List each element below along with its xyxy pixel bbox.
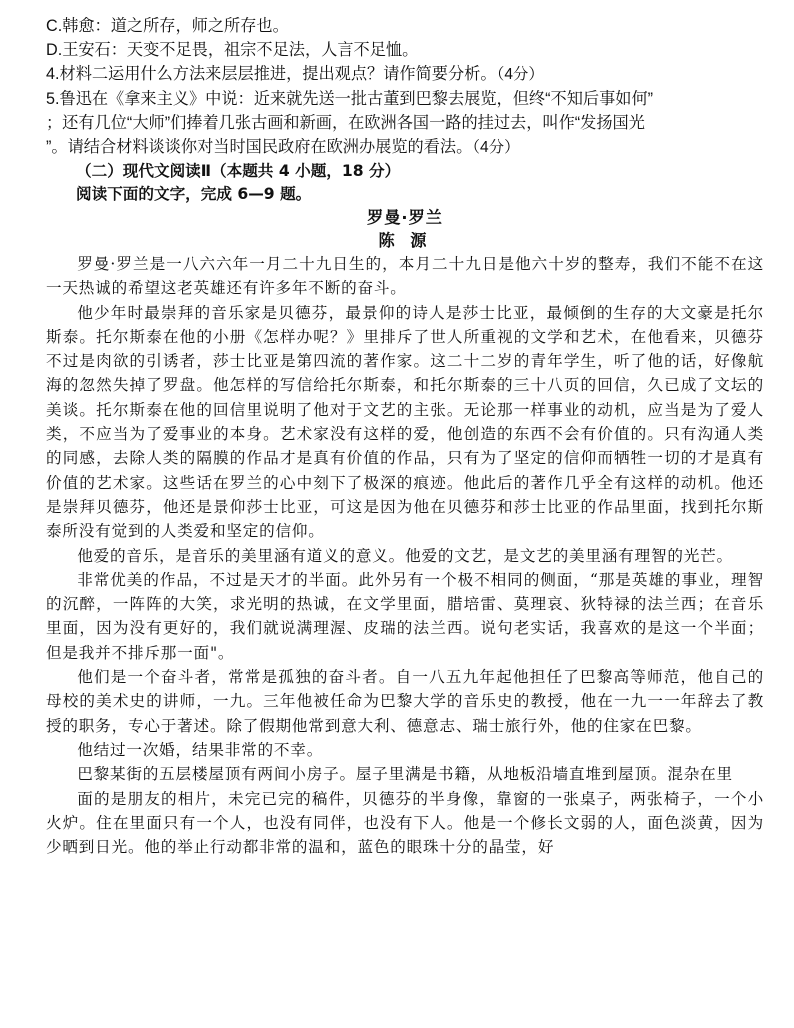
article-paragraph-1: 罗曼·罗兰是一八六六年一月二十九日生的，本月二十九日是他六十岁的整寿，我们不能不在这一天热诚的希望这老英雄还有许多年不断的奋斗。 (46, 255, 764, 298)
article-paragraph-2: 他少年时最崇拜的音乐家是贝德芬，最景仰的诗人是莎士比亚，最倾倒的生存的大文豪是托尔斯泰。托尔斯泰在他的小册《怎样办呢？》里排斥了世人所重视的文学和艺术，在他看来，贝德芬不过是肉欲的引诱者，莎士比亚是第四流的著作家。这二十二岁的青年学生，听了他的话，好像航海的忽然失掉了罗盘。他怎样的写信给托尔斯泰，和托尔斯泰的三十八页的回信，久已成了文坛的美谈。托尔斯泰在他的回信里说明了他对于文艺的主张。无论那一样事业的动机，应当是为了爱人类，不应当为了爱事业的本身。艺术家没有这样的爱，他创造的东西不会有价值的。只有沟通人类的同感，去除人类的隔膜的作品才是真有价值的作品，只有为了坚定的信仰而牺牲一切的才是真有价值的艺术家。这些话在罗兰的心中刻下了极深的痕迹。他此后的著作几乎全有这样的动机。他还是崇拜贝德芬，他还是景仰莎士比亚，可这是因为他在贝德芬和莎士比亚的作品里面，找到托尔斯泰所没有觉到的人类爱和坚定的信仰。 (46, 303, 764, 541)
question-4-text: 4.材料二运用什么方法来层层推进，提出观点？请作简要分析。 (46, 65, 497, 83)
article-paragraph-5: 他们是一个奋斗者，常常是孤独的奋斗者。自一八五九年起他担任了巴黎高等师范，他自己的母校的美术史的讲师，一九。三年他被任命为巴黎大学的音乐史的教授，他在一九一一年辞去了教授的职务，专心于著述。除了假期他常到意大利、德意志、瑞士旅行外，他的住家在巴黎。 (46, 668, 764, 735)
article-author: 陈 源 (378, 231, 432, 250)
article-paragraph-7: 巴黎某街的五层楼屋顶有两间小房子。屋子里满是书籍，从地板沿墙直堆到屋顶。混杂在里 (77, 765, 733, 784)
question-4 (46, 62, 764, 87)
article-paragraph-8: 面的是朋友的相片，未完已完的稿件，贝德芬的半身像，靠窗的一张桌子，两张椅子，一个小火炉。住在里面只有一个人，也没有同伴，也没有下人。他是一个修长文弱的人，面色淡黄，因为少晒到日光。他的举止行动都非常的温和，蓝色的眼珠十分的晶莹，好 (46, 789, 764, 857)
question-5-line-2: ；还有几位“大师”们捧着几张古画和新画，在欧洲各国一路的挂过去，叫作“发扬国光 (46, 114, 645, 132)
question-5-line-3 (46, 135, 764, 160)
question-5-line-1: 5.鲁迅在《拿来主义》中说：近来就先送一批古董到巴黎去展览，但终“不知后事如何” (46, 90, 654, 108)
article-paragraph-6: 他结过一次婚，结果非常的不幸。 (77, 740, 324, 759)
option-d: D.王安石：天变不足畏，祖宗不足法，人言不足恤。 (46, 41, 419, 59)
question-4-score: （4分） (496, 66, 544, 83)
article-title: 罗曼·罗兰 (367, 208, 443, 227)
article-paragraph-3: 他爱的音乐，是音乐的美里涵有道义的意义。他爱的文艺，是文艺的美里涵有理智的光芒。 (77, 546, 733, 565)
article-paragraph-4: 非常优美的作品，不过是天才的半面。此外另有一个极不相同的侧面，“那是英雄的事业，理智的沉醉，一阵阵的大笑，求光明的热诚，在文学里面，腊培雷、莫理哀、狄特禄的法兰西；在音乐里面，因为没有更好的，我们就说满理渥、皮瑞的法兰西。说句老实话，我喜欢的是这一个半面；但是我并不排斥那一面"。 (46, 570, 764, 662)
article-body (46, 252, 764, 859)
option-c: C.韩愈：道之所存，师之所存也。 (46, 17, 289, 35)
question-5-score: （4分） (472, 139, 520, 156)
section-heading: （二）现代文阅读Ⅱ（本题共 4 小题，18 分） (76, 162, 401, 180)
section-instruction: 阅读下面的文字，完成 6—9 题。 (76, 185, 312, 203)
question-5-text: ”。请结合材料谈谈你对当时国民政府在欧洲办展览的看法。 (46, 138, 473, 156)
